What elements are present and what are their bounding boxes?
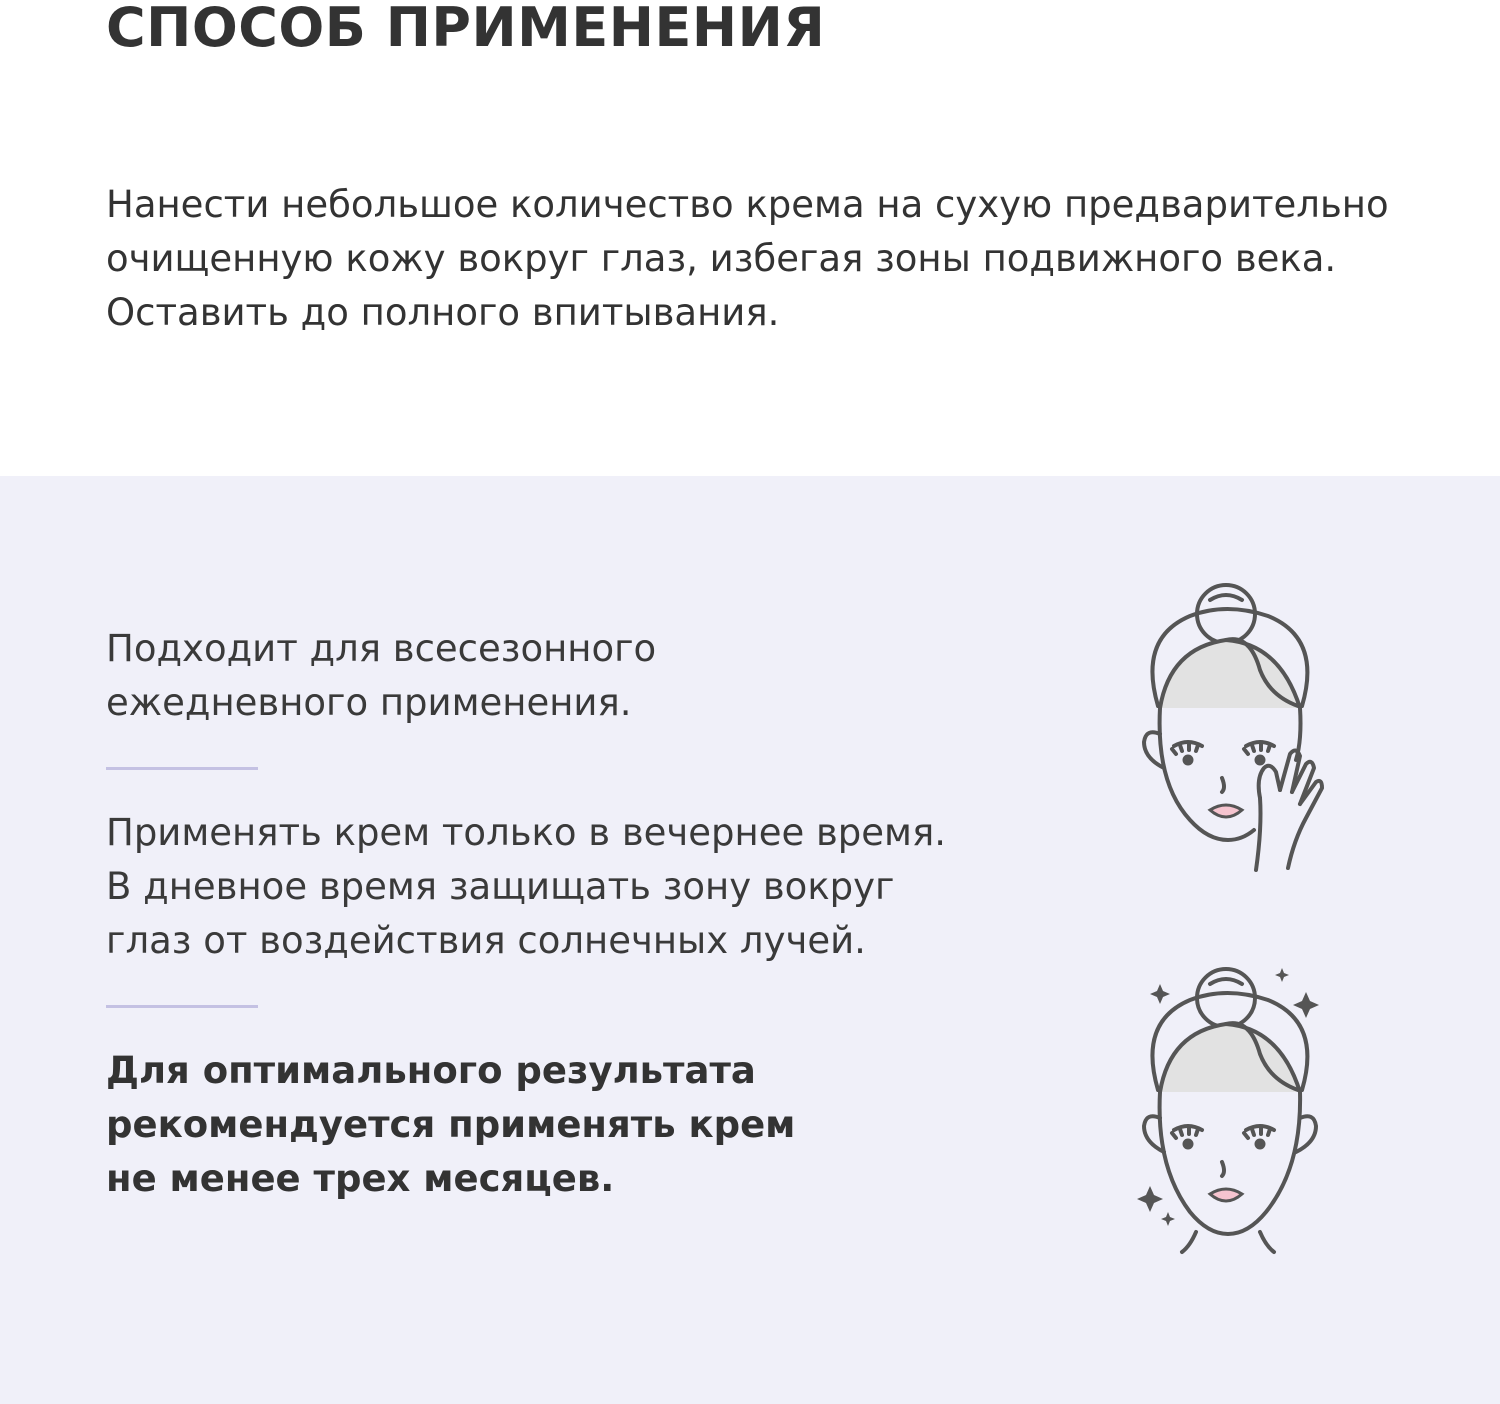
top-section (0, 0, 1500, 476)
application-instructions: Нанести небольшое количество крема на сухую предварительно очищенную кожу вокруг глаз, избегая зоны подвижного века. Оставить до полного впитывания. (106, 183, 1389, 334)
usage-time-text: Применять крем только в вечернее время. В дневное время защищать зону вокруг глаз от воздействия солнечных лучей. (106, 811, 946, 962)
usage-duration-text: Для оптимального результата рекомендуется применять крем не менее трех месяцев. (106, 1049, 796, 1200)
face-with-hand-applying-cream-icon (1130, 578, 1330, 878)
divider-2 (106, 1005, 258, 1008)
divider-1 (106, 767, 258, 770)
section-title: СПОСОБ ПРИМЕНЕНИЯ (106, 0, 826, 59)
glowing-face-with-sparkles-icon (1130, 962, 1330, 1262)
usage-season-text: Подходит для всесезонного ежедневного применения. (106, 627, 657, 724)
